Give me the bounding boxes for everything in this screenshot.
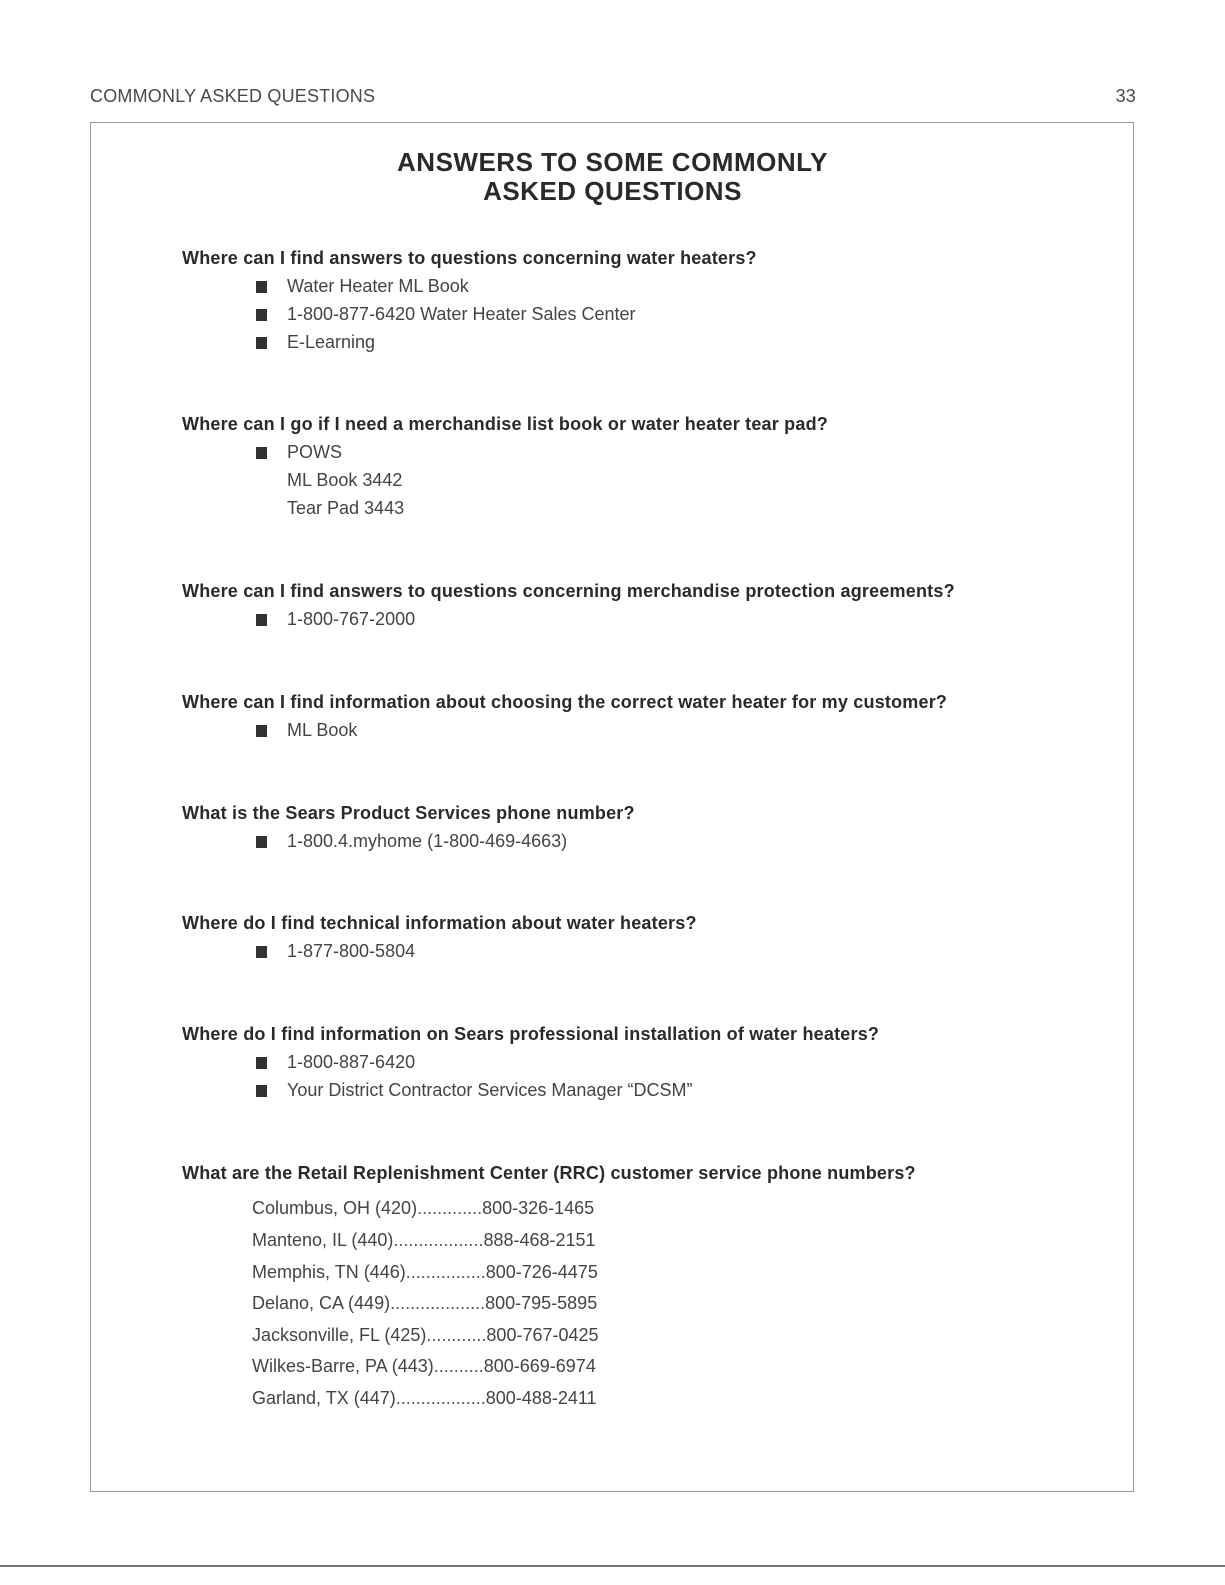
question-8: What are the Retail Replenishment Center (RRC) customer service phone numbers?	[182, 1163, 916, 1183]
page-title-line-1: ANSWERS TO SOME COMMONLY	[397, 147, 828, 177]
rrc-row: Jacksonville, FL (425)............800-767-0425	[252, 1325, 599, 1345]
rrc-row: Columbus, OH (420).............800-326-1465	[252, 1198, 595, 1218]
bullet-icon	[256, 337, 267, 349]
question-5: What is the Sears Product Services phone number?	[182, 803, 635, 823]
question-6: Where do I find technical information about water heaters?	[182, 913, 697, 933]
question-1: Where can I find answers to questions concerning water heaters?	[182, 248, 757, 268]
page-title	[0, 148, 1225, 206]
question-3: Where can I find answers to questions concerning merchandise protection agreements?	[182, 581, 955, 601]
bottom-rule	[0, 1565, 1225, 1567]
bullet-icon	[256, 946, 267, 958]
bullet-icon	[256, 614, 267, 626]
rrc-row: Delano, CA (449)...................800-795-5895	[252, 1293, 598, 1313]
bullet-icon	[256, 1057, 267, 1069]
page-title-line-2: ASKED QUESTIONS	[483, 176, 742, 206]
bullet-icon	[256, 836, 267, 848]
rrc-row: Garland, TX (447)..................800-488-2411	[252, 1388, 597, 1408]
bullet-icon	[256, 1085, 267, 1097]
bullet-icon	[256, 447, 267, 459]
running-header	[90, 86, 1136, 110]
section-title: COMMONLY ASKED QUESTIONS	[90, 86, 376, 106]
question-4: Where can I find information about choosing the correct water heater for my customer?	[182, 692, 948, 712]
rrc-row: Memphis, TN (446)................800-726-4475	[252, 1262, 598, 1282]
answer-detail: Tear Pad 3443	[287, 498, 405, 518]
bullet-icon	[256, 725, 267, 737]
rrc-row: Manteno, IL (440)..................888-468-2151	[252, 1230, 596, 1250]
question-7: Where do I find information on Sears professional installation of water heaters?	[182, 1024, 880, 1044]
question-2: Where can I go if I need a merchandise list book or water heater tear pad?	[182, 414, 828, 434]
bullet-icon	[256, 281, 267, 293]
bullet-icon	[256, 309, 267, 321]
page-number: 33	[1115, 86, 1136, 106]
rrc-row: Wilkes-Barre, PA (443)..........800-669-6974	[252, 1356, 596, 1376]
answer-detail: ML Book 3442	[287, 470, 403, 490]
